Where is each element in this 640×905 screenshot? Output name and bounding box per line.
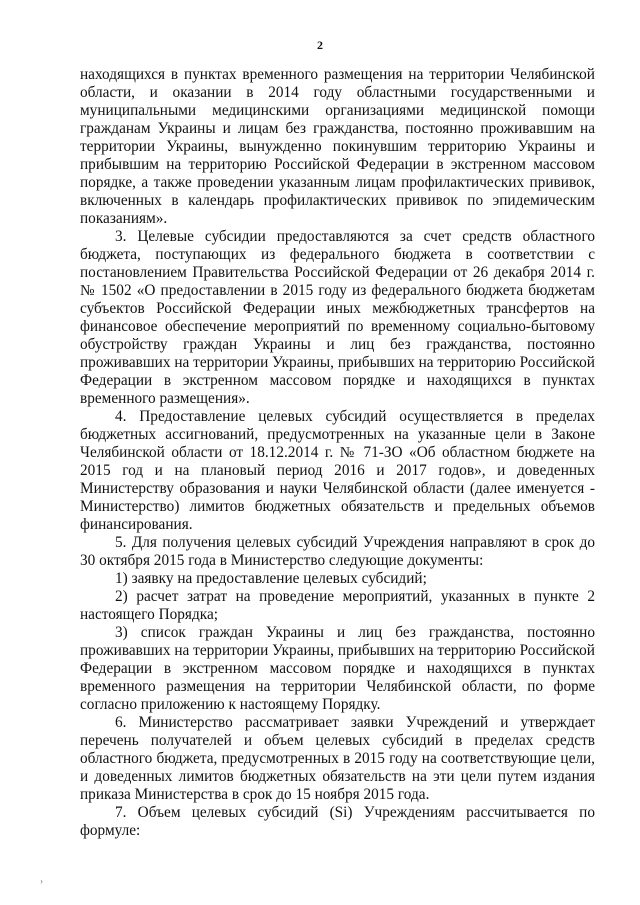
page-number: 2 <box>317 38 323 52</box>
document-body <box>80 66 595 840</box>
scan-mark-icon: › <box>40 876 43 886</box>
paragraph-3: 3. Целевые субсидии предоставляются за счет средств областного бюджета, поступающих из федерального бюджета в соответствии с постановлением Правительства Российской Федерации от 26 декабря 2014 г. № 1502 «О предоставлении в 2015 году из федерального бюджета бюджетам субъектов Российской Федерации иных межбюджетных трансфертов на финансовое обеспечение мероприятий по временному социально-бытовому обустройству граждан Украины и лиц без гражданства, постоянно проживавших на территории Украины, прибывших на территорию Российской Федерации в экстренном массовом порядке и находящихся в пунктах временного размещения». <box>80 228 595 407</box>
paragraph-4: 4. Предоставление целевых субсидий осуществляется в пределах бюджетных ассигнований, предусмотренных на указанные цели в Законе Челябинской области от 18.12.2014 г. № 71-ЗО «Об областном бюджете на 2015 год и на плановый период 2016 и 2017 годов», и доведенных Министерству образования и науки Челябинской области (далее именуется - Министерство) лимитов бюджетных обязательств и предельных объемов финансирования. <box>80 408 595 533</box>
list-item-2: 2) расчет затрат на проведение мероприятий, указанных в пункте 2 настоящего Порядка; <box>80 588 595 623</box>
list-item-3: 3) список граждан Украины и лиц без гражданства, постоянно проживавших на территории Украины, прибывших на территорию Российской Федерации в экстренном массовом порядке и находящихся в пунктах временного размещения на территории Челябинской области, по форме согласно приложению к настоящему Порядку. <box>80 624 595 713</box>
paragraph-5: 5. Для получения целевых субсидий Учреждения направляют в срок до 30 октября 2015 года в Министерство следующие документы: <box>80 534 595 569</box>
paragraph-continuation: находящихся в пунктах временного размещения на территории Челябинской области, и оказании в 2014 году областными государственными и муниципальными медицинскими организациями медицинской помощи гражданам Украины и лицам без гражданства, постоянно проживавшим на территории Украины, вынужденно покинувшим территорию Украины и прибывшим на территорию Российской Федерации в экстренном массовом порядке, а также проведении указанным лицам профилактических прививок, включенных в календарь профилактических прививок по эпидемическим показаниям». <box>80 66 595 227</box>
paragraph-7: 7. Объем целевых субсидий (Si) Учреждениям рассчитывается по формуле: <box>80 804 595 839</box>
list-item-1: 1) заявку на предоставление целевых субсидий; <box>115 570 427 587</box>
paragraph-6: 6. Министерство рассматривает заявки Учреждений и утверждает перечень получателей и объем целевых субсидий в пределах средств областного бюджета, предусмотренных в 2015 году на соответствующие цели, и доведенных лимитов бюджетных обязательств на эти цели путем издания приказа Министерства в срок до 15 ноября 2015 года. <box>80 714 595 803</box>
